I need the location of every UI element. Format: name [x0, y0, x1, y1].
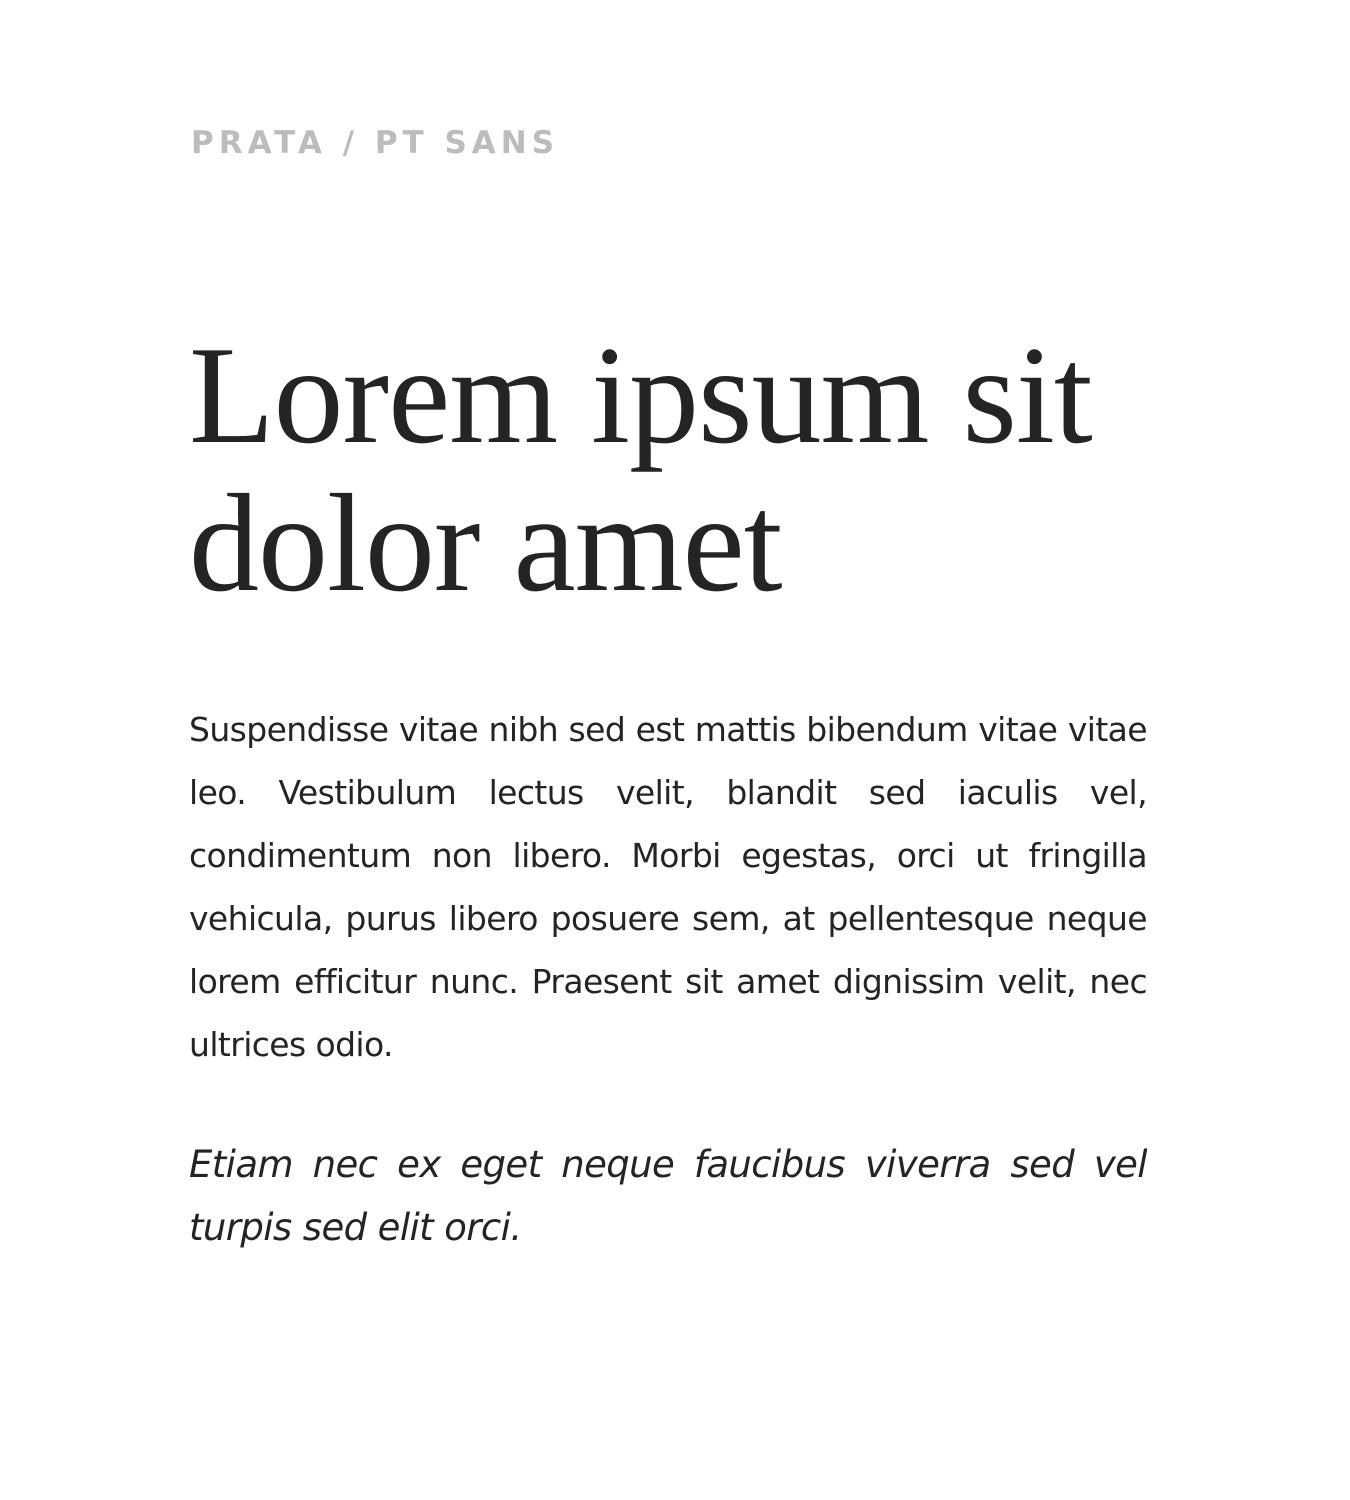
- italic-paragraph: Etiam nec ex eget neque faucibus viverra sed vel turpis sed elit orci.: [189, 1143, 1147, 1249]
- headline: Lorem ipsum sit dolor amet: [189, 318, 1092, 621]
- body-paragraph: Suspendisse vitae nibh sed est mattis bibendum vitae vitae leo. Vestibulum lectus velit, blandit sed iaculis vel, condimentum non libero. Morbi egestas, orci ut fringilla vehicula, purus libero posuere sem, at pellentesque neque lorem efficitur nunc. Praesent sit amet dignissim velit, nec ultrices odio.: [189, 710, 1147, 1064]
- font-pairing-label: PRATA / PT SANS: [191, 125, 560, 161]
